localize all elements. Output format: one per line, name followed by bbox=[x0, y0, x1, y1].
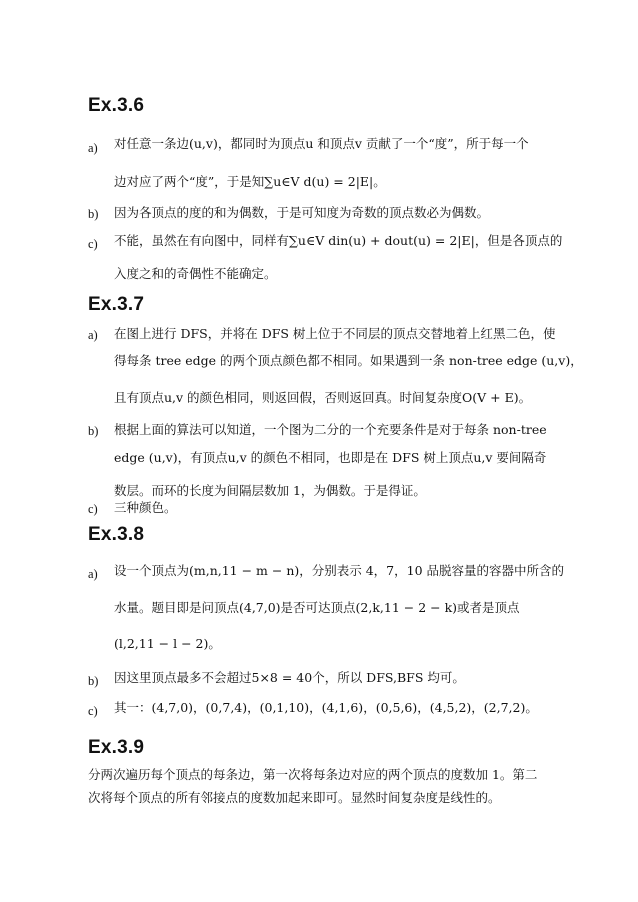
text-line: 水量。题目即是问顶点(4,7,0)是否可达顶点(2,k,11 − 2 − k)或者是顶点 bbox=[114, 600, 520, 615]
paragraph-line: 分两次遍历每个顶点的每条边，第一次将每条边对应的两个顶点的度数加 1。第二 bbox=[88, 767, 538, 782]
text-line: 数层。而环的长度为间隔层数加 1，为偶数。于是得证。 bbox=[114, 483, 426, 498]
item-marker: b) bbox=[88, 424, 99, 438]
text-line: 三种颜色。 bbox=[114, 500, 177, 515]
item-marker: a) bbox=[88, 328, 98, 342]
text-line: edge (u,v)，有顶点u,v 的颜色不相同，也即是在 DFS 树上顶点u,v 要间隔奇 bbox=[114, 450, 547, 465]
text-line: 因这里顶点最多不会超过5×8 = 40个，所以 DFS,BFS 均可。 bbox=[114, 670, 465, 685]
section-heading: Ex.3.7 bbox=[88, 294, 145, 315]
paragraph-line: 次将每个顶点的所有邻接点的度数加起来即可。显然时间复杂度是线性的。 bbox=[88, 790, 501, 805]
section-heading: Ex.3.6 bbox=[88, 95, 145, 116]
text-line: 边对应了两个“度”，于是知∑u∈V d(u) = 2|E|。 bbox=[114, 174, 386, 189]
text-line: 根据上面的算法可以知道，一个图为二分的一个充要条件是对于每条 non-tree bbox=[114, 422, 547, 437]
item-marker: b) bbox=[88, 207, 99, 221]
text-line: 其一：(4,7,0)，(0,7,4)，(0,1,10)，(4,1,6)，(0,5,6)，(4,5,2)，(2,7,2)。 bbox=[114, 700, 538, 715]
text-line: 入度之和的奇偶性不能确定。 bbox=[114, 266, 277, 281]
item-marker: b) bbox=[88, 674, 99, 688]
text-line: 在图上进行 DFS，并将在 DFS 树上位于不同层的顶点交替地着上红黑二色，使 bbox=[114, 326, 556, 341]
text-line: 对任意一条边(u,v)，都同时为顶点u 和顶点v 贡献了一个“度”，所于每一个 bbox=[114, 136, 529, 151]
section-heading: Ex.3.9 bbox=[88, 737, 145, 758]
text-line: (l,2,11 − l − 2)。 bbox=[114, 636, 221, 651]
item-marker: a) bbox=[88, 567, 98, 581]
text-line: 且有顶点u,v 的颜色相同，则返回假，否则返回真。时间复杂度O(V + E)。 bbox=[114, 390, 532, 405]
text-line: 得每条 tree edge 的两个顶点颜色都不相同。如果遇到一条 non-tree edge (u,v)， bbox=[114, 353, 583, 368]
item-marker: c) bbox=[88, 237, 98, 251]
text-line: 因为各顶点的度的和为偶数，于是可知度为奇数的顶点数必为偶数。 bbox=[114, 205, 490, 220]
text-line: 设一个顶点为(m,n,11 − m − n)，分别表示 4，7，10 品脱容量的容器中所含的 bbox=[114, 563, 565, 578]
item-marker: c) bbox=[88, 704, 98, 718]
item-marker: a) bbox=[88, 141, 98, 155]
text-line: 不能，虽然在有向图中，同样有∑u∈V din(u) + dout(u) = 2|E|，但是各顶点的 bbox=[114, 233, 563, 248]
section-heading: Ex.3.8 bbox=[88, 524, 145, 545]
item-marker: c) bbox=[88, 502, 98, 516]
